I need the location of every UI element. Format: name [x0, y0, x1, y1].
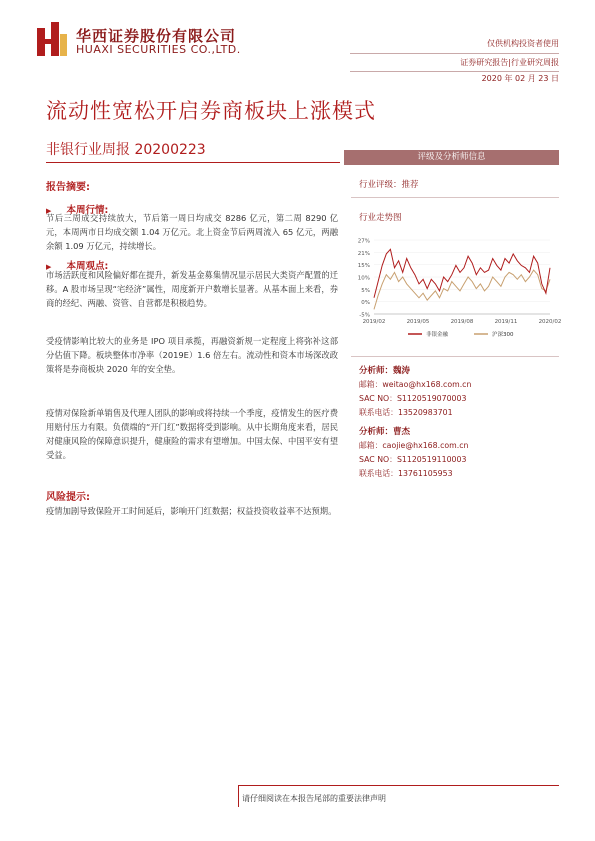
analyst-sac: SAC NO：S1120519110003: [359, 455, 467, 464]
summary-heading: 报告摘要:: [46, 182, 90, 193]
x-tick-label: 2020/02: [538, 319, 562, 325]
x-tick-label: 2019/02: [362, 319, 386, 325]
analyst-name: 分析师：曹杰: [359, 427, 411, 437]
bullet-icon: ▶: [46, 207, 52, 215]
analyst-email: 邮箱：caojie@hx168.com.cn: [359, 441, 469, 450]
bullet-icon: ▶: [46, 263, 52, 271]
y-tick-label: 27%: [357, 238, 370, 245]
y-tick-label: 15%: [357, 263, 370, 270]
trend-label: 行业走势图: [359, 213, 402, 223]
report-date: 2020 年 02 月 23 日: [481, 74, 559, 83]
y-tick-label: 5%: [361, 287, 370, 294]
sidebar-divider: [351, 197, 559, 198]
analyst-block-2: [359, 425, 468, 479]
market-text: 节后三周成交持续放大，节后第一周日均成交 8286 亿元，第二周 8290 亿元，本周两市日均成交额 1.04 万亿元。北上资金节后两周流入 65 亿元，两融余额 1.09 万亿元，持续增长。: [46, 213, 338, 251]
market-heading: 本周行情:: [66, 205, 109, 216]
view-text-2: 受疫情影响比较大的业务是 IPO 项目承揽，再融资新规一定程度上将弥补这部分估值下降。板块整体市净率（2019E）1.6 倍左右。流动性和资本市场深改政策将是券商板块 2020 年的安全垫。: [46, 336, 338, 374]
analyst-name: 分析师：魏涛: [359, 366, 411, 376]
risk-heading: 风险提示:: [46, 492, 90, 503]
audience-note: 仅供机构投资者使用: [487, 39, 559, 48]
report-category: 证券研究报告|行业研究周报: [460, 58, 559, 67]
legend-label: 非银金融: [426, 332, 449, 338]
y-tick-label: 10%: [357, 275, 370, 282]
footer-divider: [238, 785, 559, 786]
analyst-phone: 联系电话：13520983701: [359, 408, 453, 417]
sidebar-header: 评级及分析师信息: [344, 150, 559, 165]
risk-text: 疫情加剧导致保险开工时间延后，影响开门红数据；权益投资收益率不达预期。: [46, 506, 337, 516]
x-tick-label: 2019/08: [450, 319, 474, 325]
report-title: 流动性宽松开启券商板块上涨模式: [46, 99, 376, 123]
sidebar-divider: [351, 356, 559, 357]
footer-divider-vertical: [238, 785, 239, 807]
industry-trend-chart: [346, 232, 562, 347]
analyst-block-1: [359, 364, 471, 418]
y-tick-label: 0%: [361, 300, 370, 307]
company-name-en: HUAXI SECURITIES CO.,LTD.: [76, 43, 241, 56]
industry-rating: 行业评级：推荐: [359, 180, 419, 190]
x-tick-label: 2019/05: [406, 319, 430, 325]
company-logo-icon: [37, 22, 67, 56]
header-divider: [350, 71, 559, 72]
analyst-sac: SAC NO：S1120519070003: [359, 394, 467, 403]
y-tick-label: 21%: [357, 250, 370, 257]
view-text-1: 市场活跃度和风险偏好都在提升，新发基金募集情况显示居民大类资产配置的迁移。A 股市场呈现“宅经济”属性，周度新开户数增长显著。从基本面上来看，券商的经纪、两融、资管、自营都是积极趋势。: [46, 270, 338, 308]
view-heading: 本周观点:: [66, 261, 109, 272]
title-divider: [46, 162, 340, 163]
series-line: [374, 270, 550, 309]
company-name-cn: 华西证券股份有限公司: [76, 27, 237, 45]
legend-label: 沪深300: [492, 332, 514, 338]
header-divider: [350, 53, 559, 54]
x-tick-label: 2019/11: [494, 319, 518, 325]
analyst-email: 邮箱：weitao@hx168.com.cn: [359, 380, 472, 389]
view-text-3: 疫情对保险新单销售及代理人团队的影响或将持续一个季度，疫情发生的医疗费用赔付压力有限。负债端的“开门红”数据将受到影响。从中长期角度来看，居民对健康风险的保障意识提升，健康险的需求有望增加。中国太保、中国平安有望受益。: [46, 408, 338, 460]
series-line: [374, 249, 550, 297]
legal-notice: 请仔细阅读在本报告尾部的重要法律声明: [242, 794, 386, 803]
y-tick-label: -5%: [359, 312, 370, 319]
analyst-phone: 联系电话：13761105953: [359, 469, 453, 478]
report-subtitle: 非银行业周报 20200223: [46, 142, 206, 158]
analyst-sidebar: [344, 150, 559, 165]
